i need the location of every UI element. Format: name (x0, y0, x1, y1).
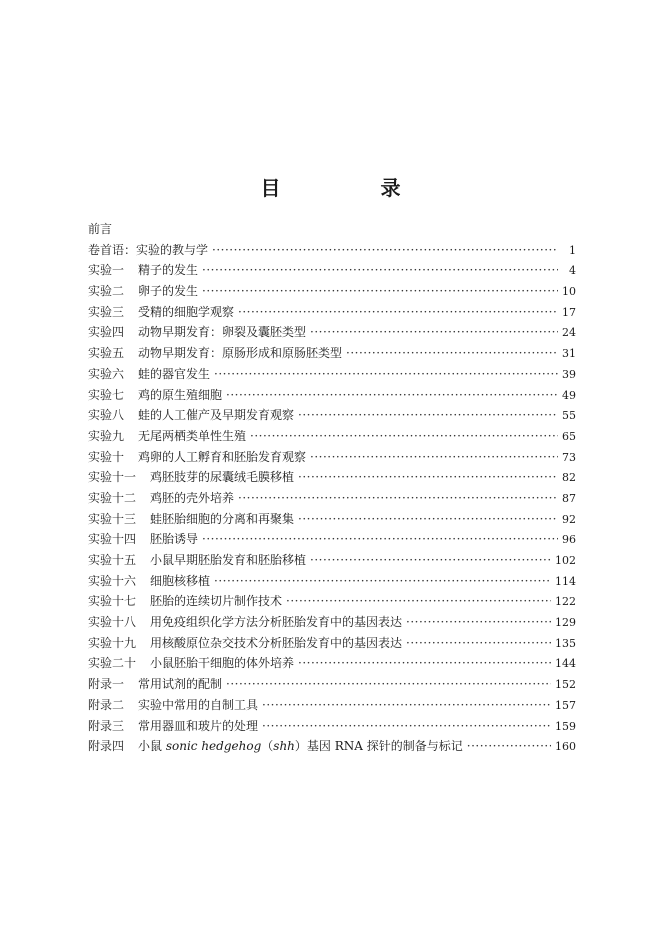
toc-entry[interactable] (88, 550, 576, 571)
toc-entry-page-number: 87 (562, 491, 576, 505)
toc-entry[interactable] (88, 488, 576, 509)
toc-dot-leader (212, 240, 558, 261)
toc-preface-label: 前言 (88, 222, 113, 236)
toc-entry-number: 附录二 (88, 697, 125, 712)
toc-dot-leader (298, 653, 551, 674)
toc-dot-leader (298, 405, 558, 426)
toc-entry-title: 用免疫组织化学方法分析胚胎发育中的基因表达 (150, 615, 403, 630)
toc-entry-page-number: 73 (562, 450, 576, 464)
toc-entry-title: 蛙的器官发生 (138, 366, 211, 381)
toc-dot-leader (286, 591, 551, 612)
toc-dot-leader (262, 695, 551, 716)
toc-entry[interactable] (88, 653, 576, 674)
toc-dot-leader (238, 302, 558, 323)
toc-entry-title: 用核酸原位杂交技术分析胚胎发育中的基因表达 (150, 635, 403, 650)
toc-entry-page-number: 49 (562, 388, 576, 402)
toc-entry-title: 实验的教与学 (136, 242, 209, 257)
toc-entry[interactable] (88, 571, 576, 592)
toc-entry-title: 鸡卵的人工孵育和胚胎发育观察 (138, 449, 307, 464)
toc-entry[interactable] (88, 343, 576, 364)
toc-dot-leader (202, 529, 558, 550)
toc-dot-leader (262, 716, 551, 737)
toc-entry-number: 实验六 (88, 366, 125, 381)
toc-dot-leader (226, 385, 558, 406)
toc-dot-leader (406, 612, 551, 633)
toc-entry-page-number: 17 (562, 305, 576, 319)
toc-dot-leader (346, 343, 558, 364)
toc-entry[interactable] (88, 426, 576, 447)
toc-entry[interactable] (88, 716, 576, 737)
toc-entry-title-part: （ (261, 739, 274, 754)
toc-entry-title-part: ）基因 RNA 探针的制备与标记 (294, 739, 463, 754)
toc-entry-title-part: shh (273, 739, 295, 754)
toc-dot-leader (238, 488, 558, 509)
toc-entry-title: 蛙胚胎细胞的分离和再聚集 (150, 511, 295, 526)
toc-entry-page-number: 160 (555, 740, 576, 754)
toc-entry[interactable] (88, 633, 576, 654)
toc-entry-page-number: 102 (555, 554, 576, 567)
toc-entry-title: 常用器皿和玻片的处理 (138, 718, 259, 733)
toc-entry-page-number: 152 (555, 678, 576, 692)
toc-entry-title: 动物早期发育：卵裂及囊胚类型 (138, 325, 307, 340)
toc-entry-page-number: 82 (562, 471, 576, 485)
toc-dot-leader (310, 447, 558, 468)
toc-entry-title (138, 736, 463, 757)
toc-entry[interactable] (88, 674, 576, 695)
toc-entry-page-number: 10 (562, 285, 576, 299)
toc-dot-leader (467, 736, 551, 757)
toc-entry[interactable] (88, 405, 576, 426)
toc-dot-leader (250, 426, 558, 447)
toc-dot-leader (310, 322, 558, 343)
toc-entry-page-number: 55 (562, 409, 576, 423)
toc-entry-title: 实验中常用的自制工具 (138, 697, 259, 712)
page-title: 目 录 (260, 176, 441, 200)
toc-entry-title: 胚胎的连续切片制作技术 (150, 594, 283, 609)
toc-entry-title-part: 小鼠 (138, 739, 166, 754)
table-of-contents (88, 219, 576, 757)
toc-entry[interactable] (88, 302, 576, 323)
toc-entry-number: 实验四 (88, 325, 125, 340)
toc-entry-title: 蛙的人工催产及早期发育观察 (138, 408, 295, 423)
toc-entry-page-number: 114 (555, 574, 576, 588)
toc-entry-number: 实验十四 (88, 532, 137, 547)
toc-entry-number: 卷首语： (88, 242, 137, 257)
toc-dot-leader (214, 364, 558, 385)
toc-dot-leader (214, 571, 551, 592)
toc-entry-number: 附录一 (88, 677, 125, 692)
toc-entry-number: 实验十六 (88, 573, 137, 588)
toc-entry-title: 鸡胚的壳外培养 (150, 490, 235, 505)
toc-entry[interactable] (88, 467, 576, 488)
toc-entry-page-number: 92 (562, 512, 576, 526)
toc-dot-leader (202, 281, 558, 302)
toc-entry-title: 常用试剂的配制 (138, 677, 223, 692)
toc-entry[interactable] (88, 447, 576, 468)
toc-dot-leader (310, 550, 551, 571)
toc-entry-page-number: 157 (555, 698, 576, 712)
toc-entry-title: 细胞核移植 (150, 573, 211, 588)
toc-entry[interactable] (88, 695, 576, 716)
toc-entry-title: 无尾两栖类单性生殖 (138, 428, 247, 443)
toc-entry-number: 附录四 (88, 739, 125, 754)
toc-entry-number: 附录三 (88, 718, 125, 733)
toc-entry[interactable] (88, 322, 576, 343)
toc-dot-leader (226, 674, 551, 695)
toc-entry-title: 受精的细胞学观察 (138, 304, 235, 319)
toc-entry-number: 实验十二 (88, 490, 137, 505)
toc-entry-number: 实验十 (88, 449, 125, 464)
toc-entry-number: 实验十三 (88, 511, 137, 526)
toc-entry-page-number: 39 (562, 367, 576, 381)
toc-entry[interactable] (88, 612, 576, 633)
toc-entry-number: 实验十八 (88, 615, 137, 630)
toc-entry-page-number: 1 (569, 243, 576, 257)
toc-entry-title: 鸡的原生殖细胞 (138, 387, 223, 402)
toc-dot-leader (298, 509, 558, 530)
toc-entry-page-number: 159 (555, 719, 576, 733)
toc-entry-number: 实验三 (88, 304, 125, 319)
toc-entry-number: 实验十五 (88, 553, 137, 567)
toc-entry[interactable] (88, 529, 576, 550)
toc-entry-page-number: 122 (555, 595, 576, 609)
toc-dot-leader (298, 467, 558, 488)
toc-entry-title: 胚胎诱导 (150, 532, 199, 547)
toc-entry-title: 小鼠早期胚胎发育和胚胎移植 (150, 553, 307, 567)
toc-entry[interactable] (88, 591, 576, 612)
toc-entry-number: 实验二 (88, 284, 125, 299)
toc-entry-page-number: 65 (562, 429, 576, 443)
toc-entry-number: 实验十一 (88, 470, 137, 485)
toc-dot-leader (406, 633, 551, 654)
toc-entry-title: 小鼠胚胎干细胞的体外培养 (150, 656, 295, 671)
toc-entry-number: 实验七 (88, 387, 125, 402)
toc-entry-number: 实验八 (88, 408, 125, 423)
toc-entry-page-number: 96 (562, 533, 576, 547)
toc-entry[interactable] (88, 385, 576, 406)
toc-preface[interactable] (88, 219, 576, 240)
toc-entry[interactable] (88, 364, 576, 385)
toc-entry[interactable] (88, 736, 576, 757)
toc-entry-number: 实验五 (88, 346, 125, 361)
toc-entry-title: 卵子的发生 (138, 284, 199, 299)
toc-entry-page-number: 24 (562, 326, 576, 340)
toc-entry-number: 实验九 (88, 428, 125, 443)
toc-entry-page-number: 31 (562, 347, 576, 361)
toc-entry[interactable] (88, 509, 576, 530)
toc-entry-page-number: 129 (555, 616, 576, 630)
toc-entry-page-number: 135 (555, 636, 576, 650)
toc-entry[interactable] (88, 240, 576, 261)
toc-entry-number: 实验十七 (88, 594, 137, 609)
toc-entry-title: 精子的发生 (138, 263, 199, 278)
toc-entry-number: 实验二十 (88, 656, 137, 671)
toc-entry[interactable] (88, 281, 576, 302)
toc-entry-number: 实验一 (88, 263, 125, 278)
toc-entry-title: 动物早期发育：原肠形成和原肠胚类型 (138, 346, 343, 361)
toc-entry[interactable] (88, 260, 576, 281)
toc-entry-title-part: sonic hedgehog (165, 739, 262, 754)
toc-entry-page-number: 4 (569, 264, 576, 278)
toc-entry-title: 鸡胚肢芽的尿囊绒毛膜移植 (150, 470, 295, 485)
toc-dot-leader (202, 260, 558, 281)
toc-entry-page-number: 144 (555, 657, 576, 671)
toc-entry-number: 实验十九 (88, 635, 137, 650)
